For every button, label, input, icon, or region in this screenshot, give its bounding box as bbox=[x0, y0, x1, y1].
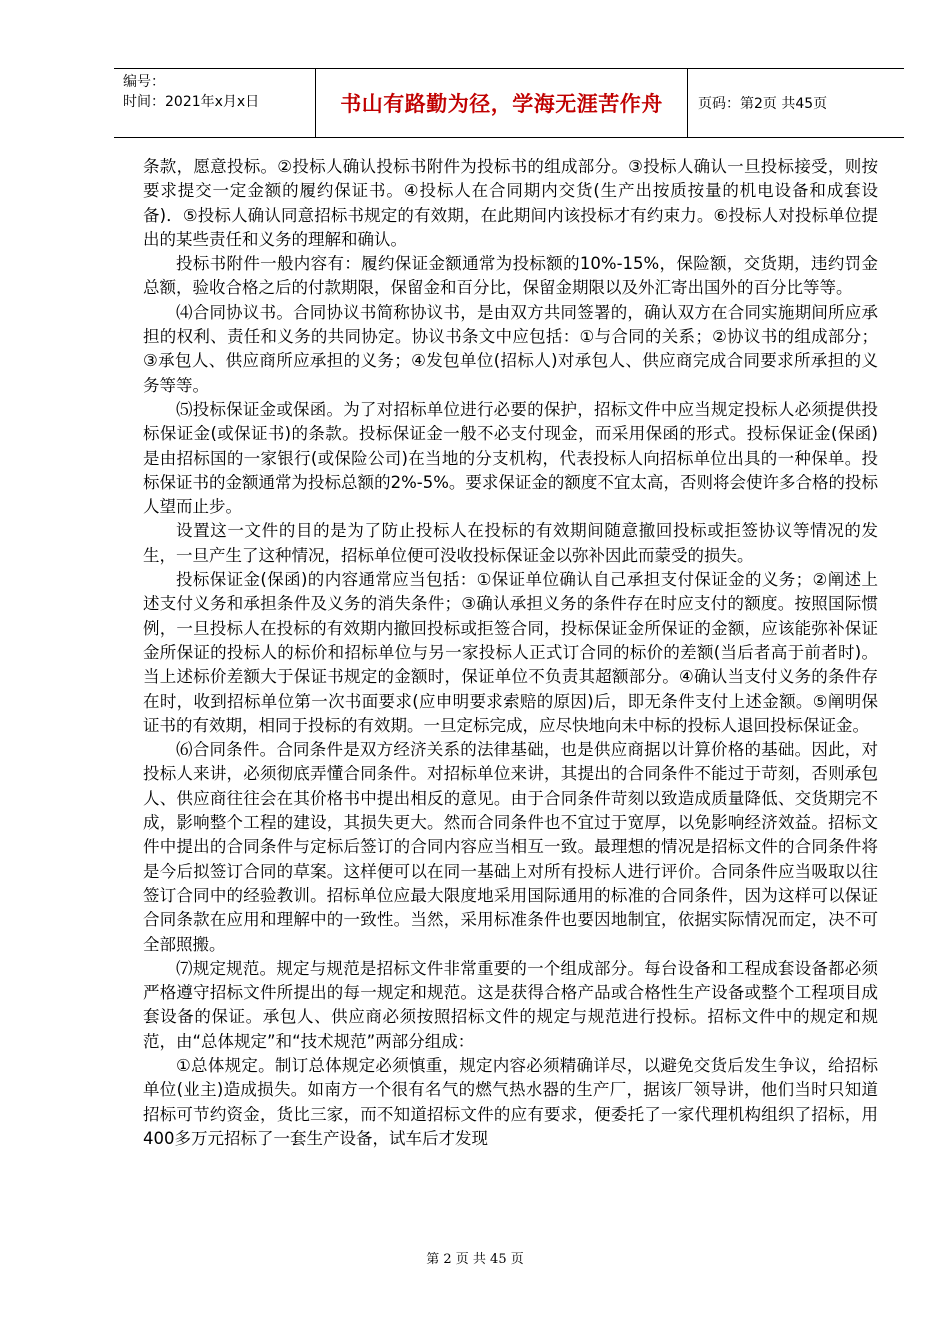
header-meta bbox=[114, 69, 316, 137]
paragraph: 设置这一文件的目的是为了防止投标人在投标的有效期间随意撤回投标或拒签协议等情况的发生，一旦产生了这种情况，招标单位便可没收投标保证金以弥补因此而蒙受的损失。 bbox=[143, 521, 878, 565]
header-motto-cell bbox=[316, 69, 688, 137]
paragraph: 投标书附件一般内容有：履约保证金额通常为投标额的10%-15%，保险额，交货期，违约罚金总额，验收合格之后的付款期限，保留金和百分比，保留金期限以及外汇寄出国外的百分比等等。 bbox=[143, 254, 878, 298]
paragraph: ⑺规定规范。规定与规范是招标文件非常重要的一个组成部分。每台设备和工程成套设备都必须严格遵守招标文件所提出的每一规定和规范。这是获得合格产品或合格性生产设备或整个工程项目成套设备的保证。承包人、供应商必须按照招标文件的规定与规范进行投标。招标文件中的规定和规范，由“总体规定”和“技术规范”两部分组成： bbox=[143, 958, 878, 1051]
paragraph: ⑷合同协议书。合同协议书简称协议书，是由双方共同签署的，确认双方在合同实施期间所应承担的权利、责任和义务的共同协定。协议书条文中应包括：①与合同的关系；②协议书的组成部分；③承包人、供应商所应承担的义务；④发包单位(招标人)对承包人、供应商完成合同要求所承担的义务等等。 bbox=[143, 302, 878, 395]
page-header bbox=[114, 68, 904, 138]
paragraph: 投标保证金(保函)的内容通常应当包括：①保证单位确认自己承担支付保证金的义务；②阐述上述支付义务和承担条件及义务的消失条件；③确认承担义务的条件存在时应支付的额度。按照国际惯例，一旦投标人在投标的有效期内撤回投标或拒签合同，投标保证金所保证的金额，应该能弥补保证金所保证的投标人的标价和招标单位与另一家投标人正式订合同的标价的差额(当后者高于前者时)。当上述标价差额大于保证书规定的金额时，保证单位不负责其超额部分。④确认当支付义务的条件存在时，收到招标单位第一次书面要求(应申明要求索赔的原因)后，即无条件支付上述金额。⑤阐明保证书的有效期，相同于投标的有效期。一旦定标完成，应尽快地向未中标的投标人退回投标保证金。 bbox=[143, 570, 878, 735]
motto: 书山有路勤为径，学海无涯苦作舟 bbox=[340, 92, 663, 116]
page-info: 页码：第2页 共45页 bbox=[698, 96, 828, 112]
paragraph: ①总体规定。制订总体规定必须慎重，规定内容必须精确详尽，以避免交货后发生争议，给招标单位(业主)造成损失。如南方一个很有名气的燃气热水器的生产厂，据该厂领导讲，他们当时只知道招标可节约资金，货比三家，而不知道招标文件的应有要求，便委托了一家代理机构组织了招标，用400多万元招标了一套生产设备，试车后才发现 bbox=[143, 1055, 878, 1148]
header-page-info bbox=[688, 69, 904, 137]
page-footer bbox=[0, 1248, 950, 1267]
paragraph: 条款，愿意投标。②投标人确认投标书附件为投标书的组成部分。③投标人确认一旦投标接受，则按要求提交一定金额的履约保证书。④投标人在合同期内交货(生产出按质按量的机电设备和成套设备)．⑤投标人确认同意招标书规定的有效期，在此期间内该投标才有约束力。⑥投标人对投标单位提出的某些责任和义务的理解和确认。 bbox=[143, 157, 878, 249]
paragraph: ⑸投标保证金或保函。为了对招标单位进行必要的保护，招标文件中应当规定投标人必须提供投标保证金(或保证书)的条款。投标保证金一般不必支付现金，而采用保函的形式。投标保证金(保函)是由招标国的一家银行(或保险公司)在当地的分支机构，代表投标人向招标单位出具的一种保单。投标保证书的金额通常为投标总额的2%-5%。要求保证金的额度不宜太高，否则将会使许多合格的投标人望而止步。 bbox=[143, 399, 878, 517]
body-text bbox=[143, 155, 878, 1151]
footer-page-number: 第 2 页 共 45 页 bbox=[426, 1252, 524, 1267]
paragraph: ⑹合同条件。合同条件是双方经济关系的法律基础，也是供应商据以计算价格的基础。因此，对投标人来讲，必须彻底弄懂合同条件。对招标单位来讲，其提出的合同条件不能过于苛刻，否则承包人、供应商往往会在其价格书中提出相反的意见。由于合同条件苛刻以致造成质量降低、交货期完不成，影响整个工程的建设，其损失更大。然而合同条件也不宜过于宽厚，以免影响经济效益。招标文件中提出的合同条件与定标后签订的合同内容应当相互一致。最理想的情况是招标文件的合同条件将是今后拟签订合同的草案。这样便可以在同一基础上对所有投标人进行评价。合同条件应当吸取以往签订合同中的经验教训。招标单位应最大限度地采用国际通用的标准的合同条件，因为这样可以保证合同条款在应用和理解中的一致性。当然，采用标准条件也要因地制宜，依据实际情况而定，决不可全部照搬。 bbox=[143, 740, 878, 954]
time-label: 时间：2021年x月x日 bbox=[123, 94, 260, 110]
number-label: 编号： bbox=[123, 74, 165, 90]
